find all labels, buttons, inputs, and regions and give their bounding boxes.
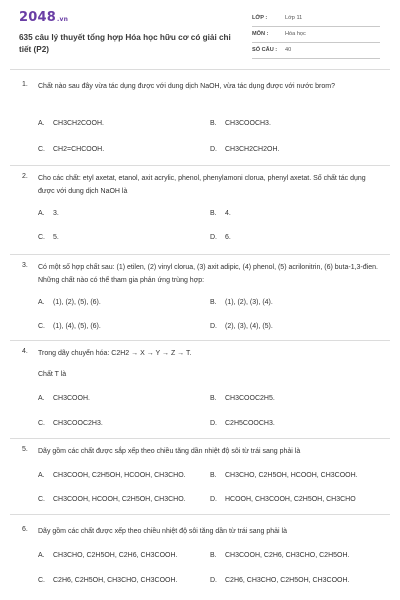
option-text: CH3COOC2H3.: [53, 420, 103, 427]
option-d[interactable]: [210, 322, 273, 332]
meta-key: SỐ CÂU :: [252, 47, 278, 53]
question-number: 5.: [22, 446, 28, 453]
option-text: (1), (2), (3), (4).: [225, 299, 273, 306]
question-text-prefix: Trong dãy chuyển hóa: C2H2: [38, 350, 130, 357]
site-logo[interactable]: [19, 10, 68, 25]
question-text: Chất nào sau đây vừa tác dụng được với dung dịch NaOH, vừa tác dụng được với nước brom?: [38, 83, 335, 90]
option-letter: A.: [38, 395, 45, 402]
divider: [10, 165, 390, 166]
question-text: Dãy gồm các chất được sắp xếp theo chiều tăng dần nhiệt độ sôi từ trái sang phải là: [38, 448, 301, 455]
option-text: C2H5COOCH3.: [225, 420, 275, 427]
option-letter: D.: [210, 234, 217, 241]
option-c[interactable]: [38, 145, 104, 155]
option-letter: B.: [210, 210, 217, 217]
option-letter: C.: [38, 496, 45, 503]
question-text: Có một số hợp chất sau: (1) etilen, (2) vinyl clorua, (3) axit adipic, (4) phenol, (5) acrilonitrin, (6) buta-1,3-đien. Những chất nào có thể tham gia phản ứng trùng hợp:: [38, 264, 378, 284]
option-letter: D.: [210, 146, 217, 153]
option-a[interactable]: [38, 119, 104, 129]
meta-row-grade: [252, 12, 380, 27]
question-text: Dãy gồm các chất được xếp theo chiều nhiệt độ sôi tăng dần từ trái sang phải là: [38, 528, 287, 535]
question-text: Cho các chất: etyl axetat, etanol, axit acrylic, phenol, phenylamoni clorua, phenyl axetat. Số chất tác dụng được với dung dịch NaOH là: [38, 175, 366, 195]
option-c[interactable]: [38, 576, 177, 586]
option-text: 5.: [53, 234, 59, 241]
option-text: (1), (2), (5), (6).: [53, 299, 101, 306]
meta-value: Lớp 11: [285, 15, 303, 21]
conversion-chain: → X → Y → Z → T.: [131, 350, 192, 357]
divider: [10, 254, 390, 255]
question-text: [38, 348, 383, 361]
option-b[interactable]: [210, 394, 275, 404]
option-b[interactable]: [210, 209, 231, 219]
option-a[interactable]: [38, 471, 186, 481]
meta-key: LỚP :: [252, 15, 268, 21]
option-letter: B.: [210, 552, 217, 559]
option-text: CH3COOCH3.: [225, 120, 271, 127]
option-text: CH3CH2COOH.: [53, 120, 104, 127]
option-letter: A.: [38, 120, 45, 127]
option-d[interactable]: [210, 576, 349, 586]
option-text: CH3COOH, C2H5OH, HCOOH, CH3CHO.: [53, 472, 186, 479]
logo-text: 2048: [19, 10, 56, 25]
option-letter: B.: [210, 395, 217, 402]
meta-value: 40: [285, 47, 292, 53]
question-number: 1.: [22, 81, 28, 88]
option-letter: B.: [210, 472, 217, 479]
option-text: C2H6, CH3CHO, C2H5OH, CH3COOH.: [225, 577, 350, 584]
option-text: CH3CHO, C2H5OH, HCOOH, CH3COOH.: [225, 472, 358, 479]
option-text: CH2=CHCOOH.: [53, 146, 105, 153]
option-b[interactable]: [210, 298, 273, 308]
option-letter: C.: [38, 234, 45, 241]
option-letter: B.: [210, 120, 217, 127]
header: [0, 0, 400, 68]
option-text: (1), (4), (5), (6).: [53, 323, 101, 330]
option-letter: B.: [210, 299, 217, 306]
option-d[interactable]: [210, 233, 231, 243]
meta-value: Hóa học: [285, 31, 306, 37]
question-number: 4.: [22, 348, 28, 355]
option-text: HCOOH, CH3COOH, C2H5OH, CH3CHO: [225, 496, 356, 503]
option-c[interactable]: [38, 233, 59, 243]
logo-suffix: .vn: [56, 16, 69, 23]
option-a[interactable]: [38, 394, 90, 404]
option-text: (2), (3), (4), (5).: [225, 323, 273, 330]
option-letter: C.: [38, 577, 45, 584]
option-a[interactable]: [38, 298, 101, 308]
option-d[interactable]: [210, 495, 356, 505]
page-title: 635 câu lý thuyết tổng hợp Hóa học hữu cơ có giải chi tiết (P2): [19, 33, 231, 54]
option-d[interactable]: [210, 419, 275, 429]
option-text: 6.: [225, 234, 231, 241]
option-text: 3.: [53, 210, 59, 217]
option-c[interactable]: [38, 495, 186, 505]
option-c[interactable]: [38, 419, 103, 429]
option-text: CH3CH2CH2OH.: [225, 146, 280, 153]
option-letter: A.: [38, 472, 45, 479]
option-letter: C.: [38, 323, 45, 330]
divider: [10, 514, 390, 515]
option-letter: A.: [38, 552, 45, 559]
option-text: C2H6, C2H5OH, CH3CHO, CH3COOH.: [53, 577, 178, 584]
option-a[interactable]: [38, 209, 59, 219]
option-text: 4.: [225, 210, 231, 217]
option-text: CH3COOH, C2H6, CH3CHO, C2H5OH.: [225, 552, 350, 559]
option-letter: D.: [210, 496, 217, 503]
option-letter: C.: [38, 146, 45, 153]
meta-key: MÔN :: [252, 31, 269, 37]
option-b[interactable]: [210, 551, 349, 561]
divider: [10, 438, 390, 439]
option-text: CH3COOH.: [53, 395, 90, 402]
option-letter: D.: [210, 420, 217, 427]
divider: [10, 340, 390, 341]
option-letter: A.: [38, 210, 45, 217]
option-letter: D.: [210, 577, 217, 584]
divider: [10, 69, 390, 70]
question-number: 3.: [22, 262, 28, 269]
option-letter: A.: [38, 299, 45, 306]
question-number: 6.: [22, 526, 28, 533]
meta-row-subject: [252, 28, 380, 43]
option-a[interactable]: [38, 551, 177, 561]
option-b[interactable]: [210, 471, 358, 481]
option-b[interactable]: [210, 119, 271, 129]
question-number: 2.: [22, 173, 28, 180]
option-text: CH3COOH, HCOOH, C2H5OH, CH3CHO.: [53, 496, 186, 503]
meta-row-count: [252, 44, 380, 59]
question-subtext: Chất T là: [38, 371, 67, 378]
option-text: CH3CHO, C2H5OH, C2H6, CH3COOH.: [53, 552, 178, 559]
option-d[interactable]: [210, 145, 279, 155]
option-text: CH3COOC2H5.: [225, 395, 275, 402]
option-letter: D.: [210, 323, 217, 330]
option-c[interactable]: [38, 322, 101, 332]
option-letter: C.: [38, 420, 45, 427]
